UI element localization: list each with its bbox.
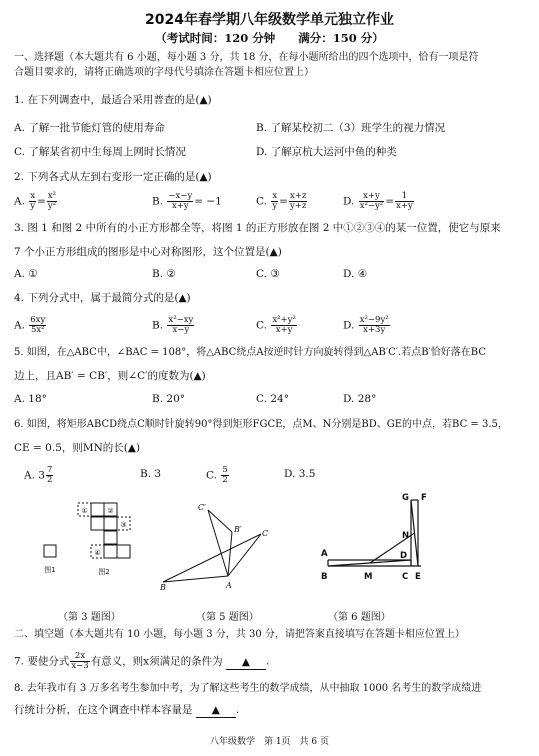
option-label: B. xyxy=(152,195,164,208)
option-label: B. xyxy=(152,319,164,332)
segment-AC xyxy=(228,534,261,576)
numerator: x²+y² xyxy=(272,315,296,325)
figure-6 xyxy=(318,490,438,590)
q8-text: 行统计分析，在这个调查中样本容量是 xyxy=(14,704,193,716)
q4-option-c xyxy=(256,316,298,335)
numerator: 6xy xyxy=(30,315,46,325)
q3-option-a: A. ① xyxy=(14,268,38,280)
denominator: x²−y² xyxy=(359,201,384,211)
q2-option-d xyxy=(343,192,415,211)
q1-option-b: B. 了解某校初二（3）班学生的视力情况 xyxy=(256,122,446,134)
fig3-label-4: ④ xyxy=(94,549,101,557)
option-label: C. xyxy=(256,195,267,208)
section1-heading-2: 合题目要求的，请将正确选项的字母代号填涂在答题卡相应位置上） xyxy=(14,67,314,78)
numerator: −x−y xyxy=(168,191,193,201)
q4-option-d xyxy=(343,316,391,335)
option-label: D. xyxy=(343,319,355,332)
fig5-caption: （第 5 题图） xyxy=(196,612,259,623)
section2-heading: 二、填空题（本大题共有 10 小题，每小题 3 分，共 30 分，请把答案直接填写在答题卡相应位置上） xyxy=(14,629,465,640)
q2-option-c xyxy=(256,192,308,211)
denominator: x+3y xyxy=(363,325,386,335)
option-label: C. xyxy=(256,319,267,332)
denominator: y xyxy=(272,201,278,211)
q2-option-a xyxy=(14,192,58,211)
q6-option-c xyxy=(206,466,230,485)
q4-option-a xyxy=(14,316,47,335)
fraction xyxy=(46,466,53,485)
q7 xyxy=(14,652,269,671)
denominator: x−3 xyxy=(71,661,89,671)
q3-line1: 3. 图 1 和图 2 中所有的小正方形都全等，将图 1 的正方形放在图 2 中①②③④的某一位置，使它与原来 xyxy=(14,222,501,234)
segment-AB-prime xyxy=(228,532,232,576)
numerator: x²−xy xyxy=(168,315,194,325)
option-label: A. xyxy=(14,319,25,332)
segment-BC xyxy=(163,534,261,582)
denominator: y² xyxy=(47,201,57,211)
fraction xyxy=(167,316,194,335)
point-A-label: A xyxy=(226,581,232,590)
equals: = xyxy=(385,195,395,208)
q7-text: 有意义，则x须满足的条件为 xyxy=(90,655,223,668)
q6-line1: 6. 如图，将矩形ABCD绕点C顺时针旋转90°得到矩形FGCE，点M、N分别是BD、GE的中点，若BC = 3.5， xyxy=(14,419,508,430)
point-B-label: B xyxy=(160,583,166,591)
denominator: 2 xyxy=(222,475,228,485)
q5-line1: 5. 如图，在△ABC中，∠BAC = 108°，将△ABC绕点A按逆时针方向旋转得到△AB′C′.若点B′恰好落在BC xyxy=(14,347,486,358)
option-label: C. xyxy=(206,469,217,482)
denominator: x+y xyxy=(171,201,189,211)
numerator: 1 xyxy=(395,192,414,202)
point-E-label: E xyxy=(415,572,421,582)
numerator: x²−9y² xyxy=(359,315,389,325)
fig2-label: 图2 xyxy=(98,568,110,576)
q5-option-a: A. 18° xyxy=(14,393,47,405)
point-A-label: A xyxy=(321,549,328,559)
figure-3 xyxy=(36,494,146,584)
point-B-prime-label: B′ xyxy=(234,525,242,534)
option-label: A. xyxy=(14,195,25,208)
q3-option-d: D. ④ xyxy=(343,268,368,280)
numerator: 2x xyxy=(70,652,89,662)
q3-line2: 7 个小正方形组成的图形是中心对称图形，这个位置是(▲) xyxy=(14,246,282,258)
q1-option-c: C. 了解某省初中生每周上网时长情况 xyxy=(14,146,186,158)
q1-stem: 1. 在下列调查中，最适合采用普查的是(▲) xyxy=(14,94,212,106)
fig1-square xyxy=(44,545,56,557)
page-title: 2024年春学期八年级数学单元独立作业 xyxy=(145,12,394,28)
fig6-caption: （第 6 题图） xyxy=(328,612,391,623)
q7-prefix: 7. 要使分式 xyxy=(14,655,70,668)
fig3-label-3: ③ xyxy=(120,521,127,529)
q5-option-d: D. 28° xyxy=(343,393,377,405)
fraction xyxy=(167,192,193,211)
fraction xyxy=(271,316,297,335)
fraction xyxy=(359,192,385,211)
option-label: A. 3 xyxy=(24,469,45,482)
q4-stem: 4. 下列分式中，属于最简分式的是(▲) xyxy=(14,292,191,304)
q5-option-c: C. 24° xyxy=(256,393,289,405)
q8-end: . xyxy=(235,704,240,716)
point-C-label: C xyxy=(402,572,409,582)
numerator: 7 xyxy=(46,465,53,475)
q5-line2: 边上，且AB′ = CB′，则∠C′的度数为(▲) xyxy=(14,370,206,382)
q3-option-c: C. ③ xyxy=(256,268,280,280)
figure-5 xyxy=(160,496,270,591)
exam-info: （考试时间：120 分钟 满分：150 分） xyxy=(155,31,384,45)
point-M-label: M xyxy=(364,572,373,582)
segment-BD xyxy=(328,560,411,566)
fraction xyxy=(221,466,228,485)
fig3-caption: （第 3 题图） xyxy=(58,612,121,623)
q6-option-a xyxy=(24,466,54,485)
point-N-label: N xyxy=(402,531,410,541)
numerator: 5 xyxy=(222,465,228,475)
fraction xyxy=(70,652,89,671)
q6-option-d: D. 3.5 xyxy=(284,468,316,480)
point-D-label: D xyxy=(400,551,408,561)
fraction xyxy=(29,192,36,211)
q7-end: . xyxy=(265,655,270,668)
fig1-label: 图1 xyxy=(44,566,56,574)
fraction xyxy=(395,192,414,211)
q8-answer-blank: ▲ xyxy=(196,704,236,718)
equals: = xyxy=(279,195,288,208)
q1-option-d: D. 了解京杭大运河中鱼的种类 xyxy=(256,146,397,158)
q8-line2 xyxy=(14,704,239,718)
q8-line1: 8. 去年我市有 3 万多名考生参加中考，为了解这些考生的数学成绩，从中抽取 1000 名考生的数学成绩进 xyxy=(14,683,482,694)
fraction xyxy=(271,192,278,211)
q6-line2: CE = 0.5，则MN的长(▲) xyxy=(14,442,141,454)
point-F-label: F xyxy=(421,493,427,503)
point-C-label: C xyxy=(262,529,269,538)
q2-option-b xyxy=(152,192,222,211)
fig3-label-2: ② xyxy=(107,507,114,515)
q3-option-b: B. ② xyxy=(152,268,176,280)
equals: = −1 xyxy=(194,195,222,208)
fraction xyxy=(47,192,57,211)
denominator: y+z xyxy=(289,201,307,211)
denominator: x−y xyxy=(172,325,190,335)
q6-option-b: B. 3 xyxy=(140,468,162,480)
page-footer: 八年级数学 第 1页 共 6 页 xyxy=(209,737,330,747)
point-B-label: B xyxy=(321,572,328,582)
q7-answer-blank: ▲ xyxy=(226,656,266,670)
segment-AC-prime xyxy=(208,510,228,576)
numerator: x xyxy=(30,191,36,201)
numerator: x+z xyxy=(289,191,307,201)
denominator: x+y xyxy=(275,325,293,335)
section1-heading-1: 一、选择题（本大题共有 6 小题，每小题 3 分，共 18 分，在每小题所给出的四个选项中，恰有一项是符 xyxy=(14,52,479,63)
fraction xyxy=(289,192,307,211)
equals: = xyxy=(37,195,46,208)
numerator: x² xyxy=(47,191,57,201)
q2-stem: 2. 下列各式从左到右变形一定正确的是(▲) xyxy=(14,171,212,183)
fraction xyxy=(359,316,390,335)
denominator: x+y xyxy=(396,201,413,211)
option-label: D. xyxy=(343,195,355,208)
q5-option-b: B. 20° xyxy=(152,393,186,405)
point-G-label: G xyxy=(402,493,409,503)
denominator: y xyxy=(30,201,36,211)
denominator: 2 xyxy=(46,475,53,485)
numerator: x+y xyxy=(359,192,385,202)
numerator: x xyxy=(272,191,278,201)
q1-option-a: A. 了解一批节能灯管的使用寿命 xyxy=(14,122,165,134)
fraction xyxy=(29,316,46,335)
denominator: 5x² xyxy=(30,325,45,335)
fig3-label-1: ① xyxy=(81,507,88,515)
point-C-prime-label: C′ xyxy=(198,503,206,512)
q4-option-b xyxy=(152,316,195,335)
